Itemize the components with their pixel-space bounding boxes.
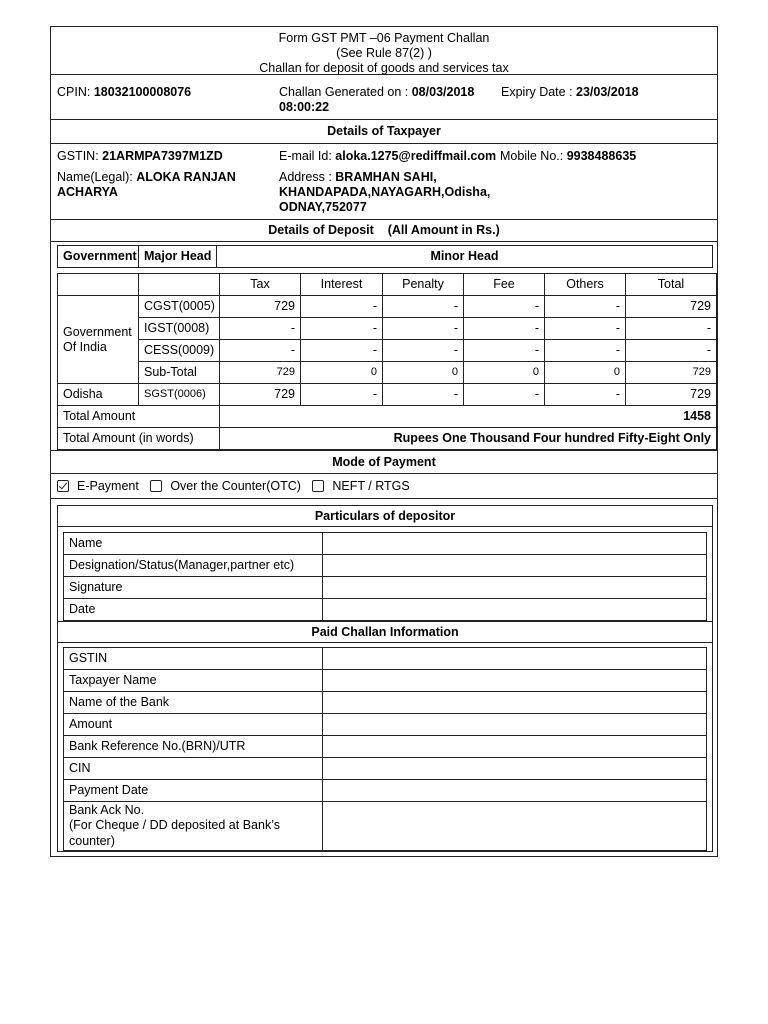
depositor-name-field[interactable] [323, 533, 707, 555]
govt-india-label: Government Of India [58, 296, 139, 384]
table-row [64, 670, 707, 692]
table-row [64, 533, 707, 555]
table-row [64, 577, 707, 599]
address: Address : BRAMHAN SAHI, KHANDAPADA,NAYAGARH,Odisha, ODNAY,752077 [279, 170, 491, 214]
checkbox-empty-icon[interactable] [150, 480, 162, 492]
challan-generated: Challan Generated on : 08/03/2018 08:00:22 [279, 85, 475, 114]
form-subtitle: Challan for deposit of goods and services tax [259, 61, 509, 75]
total-amount-row [58, 406, 717, 428]
paid-cin-field[interactable] [323, 758, 707, 780]
deposit-heading: Details of Deposit (All Amount in Rs.) [51, 220, 717, 242]
depositor-designation-label: Designation/Status(Manager,partner etc) [64, 555, 323, 577]
expiry-date: Expiry Date : 23/03/2018 [501, 85, 639, 99]
depositor-signature-field[interactable] [323, 577, 707, 599]
challan-form [50, 26, 718, 857]
gstin-value: 21ARMPA7397M1ZD [102, 149, 223, 163]
paid-bank-ack-field[interactable] [323, 802, 707, 851]
sub-total-label: Sub-Total [139, 362, 220, 384]
table-row: Government Of India CGST(0005) 729 - - - - 729 [58, 296, 717, 318]
paid-amount-field[interactable] [323, 714, 707, 736]
depositor-date-label: Date [64, 599, 323, 621]
option-neft-rtgs[interactable]: NEFT / RTGS [312, 479, 409, 493]
paid-payment-date-field[interactable] [323, 780, 707, 802]
cpin: CPIN: 18032100008076 [57, 85, 192, 99]
table-row [64, 648, 707, 670]
email-value: aloka.1275@rediffmail.com [335, 149, 497, 163]
paid-amount-label: Amount [64, 714, 323, 736]
checkbox-empty-icon[interactable] [312, 480, 324, 492]
generated-date: 08/03/2018 [411, 85, 475, 99]
paid-taxpayer-name-field[interactable] [323, 670, 707, 692]
major-head-cess: CESS(0009) [139, 340, 220, 362]
paid-gstin-label: GSTIN [64, 648, 323, 670]
major-head-sgst: SGST(0006) [139, 384, 220, 406]
taxpayer-details [51, 144, 717, 220]
paid-bank-name-field[interactable] [323, 692, 707, 714]
col-fee: Fee [464, 274, 545, 296]
depositor-heading: Particulars of depositor [58, 506, 712, 527]
cpin-value: 18032100008076 [93, 85, 192, 99]
total-amount-value: 1458 [220, 406, 717, 428]
table-row [64, 599, 707, 621]
cpin-row [51, 75, 717, 120]
table-row [64, 714, 707, 736]
form-rule: (See Rule 87(2) ) [336, 46, 432, 60]
payment-mode-heading: Mode of Payment [51, 451, 717, 474]
checkbox-checked-icon[interactable] [57, 480, 69, 492]
paid-brn-field[interactable] [323, 736, 707, 758]
table-row: Odisha SGST(0006) 729 - - - - 729 [58, 384, 717, 406]
paid-payment-date-label: Payment Date [64, 780, 323, 802]
total-amount-label: Total Amount [58, 406, 220, 428]
depositor-designation-field[interactable] [323, 555, 707, 577]
table-row [64, 736, 707, 758]
table-row: IGST(0008) - - - - - - [58, 318, 717, 340]
paid-gstin-field[interactable] [323, 648, 707, 670]
odisha-label: Odisha [58, 384, 139, 406]
major-head-cgst: CGST(0005) [139, 296, 220, 318]
amount-words-row [58, 428, 717, 450]
major-head-igst: IGST(0008) [139, 318, 220, 340]
table-row [64, 758, 707, 780]
deposit-table [57, 273, 717, 450]
payment-mode-options [51, 474, 717, 499]
col-minor-head: Minor Head [217, 246, 713, 268]
form-title: Form GST PMT –06 Payment Challan [278, 31, 490, 45]
depositor-signature-label: Signature [64, 577, 323, 599]
form-header [51, 27, 717, 75]
legal-name: Name(Legal): ALOKA RANJAN ACHARYA [57, 170, 236, 199]
option-epayment[interactable]: E-Payment [57, 479, 139, 493]
depositor-paid-box [57, 505, 713, 852]
table-row: CESS(0009) - - - - - - [58, 340, 717, 362]
paid-challan-table [63, 647, 707, 851]
depositor-date-field[interactable] [323, 599, 707, 621]
expiry-value: 23/03/2018 [576, 85, 639, 99]
col-others: Others [545, 274, 626, 296]
depositor-name-label: Name [64, 533, 323, 555]
col-interest: Interest [301, 274, 383, 296]
email: E-mail Id: aloka.1275@rediffmail.com [279, 149, 497, 163]
paid-taxpayer-name-label: Taxpayer Name [64, 670, 323, 692]
paid-bank-name-label: Name of the Bank [64, 692, 323, 714]
deposit-block [51, 242, 717, 451]
mobile: Mobile No.: 9938488635 [500, 149, 637, 163]
col-penalty: Penalty [383, 274, 464, 296]
table-row [64, 780, 707, 802]
deposit-header-table [57, 245, 713, 268]
table-row [64, 555, 707, 577]
col-tax: Tax [220, 274, 301, 296]
generated-time: 08:00:22 [279, 100, 330, 114]
col-government: Government [58, 246, 139, 268]
amount-words-label: Total Amount (in words) [58, 428, 220, 450]
option-otc[interactable]: Over the Counter(OTC) [150, 479, 301, 493]
paid-challan-heading: Paid Challan Information [58, 621, 712, 643]
paid-cin-label: CIN [64, 758, 323, 780]
col-total: Total [626, 274, 717, 296]
paid-bank-ack-label: Bank Ack No. (For Cheque / DD deposited at Bank’s counter) [64, 802, 323, 851]
table-row [64, 692, 707, 714]
taxpayer-heading: Details of Taxpayer [51, 120, 717, 144]
table-row: Sub-Total 729 0 0 0 0 729 [58, 362, 717, 384]
mobile-value: 9938488635 [566, 149, 637, 163]
table-row [64, 802, 707, 851]
col-major-head: Major Head [139, 246, 217, 268]
amount-words-value: Rupees One Thousand Four hundred Fifty-Eight Only [220, 428, 717, 450]
paid-brn-label: Bank Reference No.(BRN)/UTR [64, 736, 323, 758]
depositor-table [63, 532, 707, 621]
gstin: GSTIN: 21ARMPA7397M1ZD [57, 149, 223, 163]
